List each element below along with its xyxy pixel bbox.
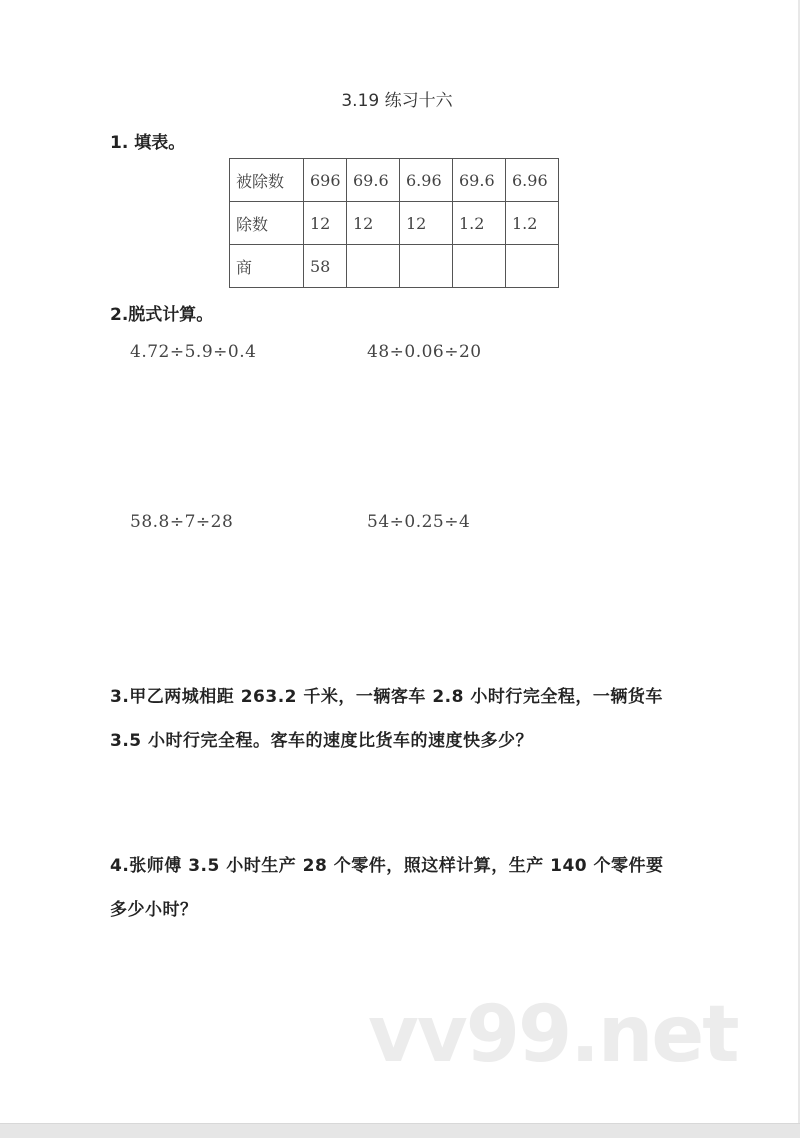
- answer-cell[interactable]: [506, 245, 559, 288]
- answer-cell[interactable]: [453, 245, 506, 288]
- table-cell: 69.6: [347, 159, 400, 202]
- fill-table: [229, 158, 559, 288]
- q1-heading: 1. 填表。: [110, 133, 186, 153]
- table-cell: 被除数: [230, 159, 304, 202]
- table-cell: 1.2: [506, 202, 559, 245]
- q2-heading: 2.脱式计算。: [110, 305, 214, 325]
- table-row: [230, 245, 559, 288]
- expression: 4.72÷5.9÷0.4: [130, 342, 257, 362]
- table-cell: 58: [304, 245, 347, 288]
- page-bottom-bar: [0, 1123, 800, 1138]
- table-row: [230, 202, 559, 245]
- q3-line: 3.5 小时行完全程。客车的速度比货车的速度快多少？: [110, 731, 534, 751]
- table-cell: 除数: [230, 202, 304, 245]
- table-cell: 1.2: [453, 202, 506, 245]
- table-cell: 12: [347, 202, 400, 245]
- answer-cell[interactable]: [400, 245, 453, 288]
- table-row: [230, 159, 559, 202]
- answer-cell[interactable]: [347, 245, 400, 288]
- q4-line: 4.张师傅 3.5 小时生产 28 个零件，照这样计算，生产 140 个零件要: [110, 856, 664, 876]
- expression: 58.8÷7÷28: [130, 512, 234, 532]
- table-cell: 69.6: [453, 159, 506, 202]
- expression: 54÷0.25÷4: [367, 512, 471, 532]
- table-cell: 12: [304, 202, 347, 245]
- page-title: 3.19 练习十六: [341, 91, 453, 111]
- table-cell: 696: [304, 159, 347, 202]
- table-cell: 6.96: [506, 159, 559, 202]
- expression: 48÷0.06÷20: [367, 342, 482, 362]
- q3-line: 3.甲乙两城相距 263.2 千米，一辆客车 2.8 小时行完全程，一辆货车: [110, 687, 663, 707]
- q4-line: 多少小时？: [110, 900, 198, 920]
- watermark: vv99.net: [368, 990, 738, 1080]
- table-cell: 6.96: [400, 159, 453, 202]
- table-cell: 商: [230, 245, 304, 288]
- table-cell: 12: [400, 202, 453, 245]
